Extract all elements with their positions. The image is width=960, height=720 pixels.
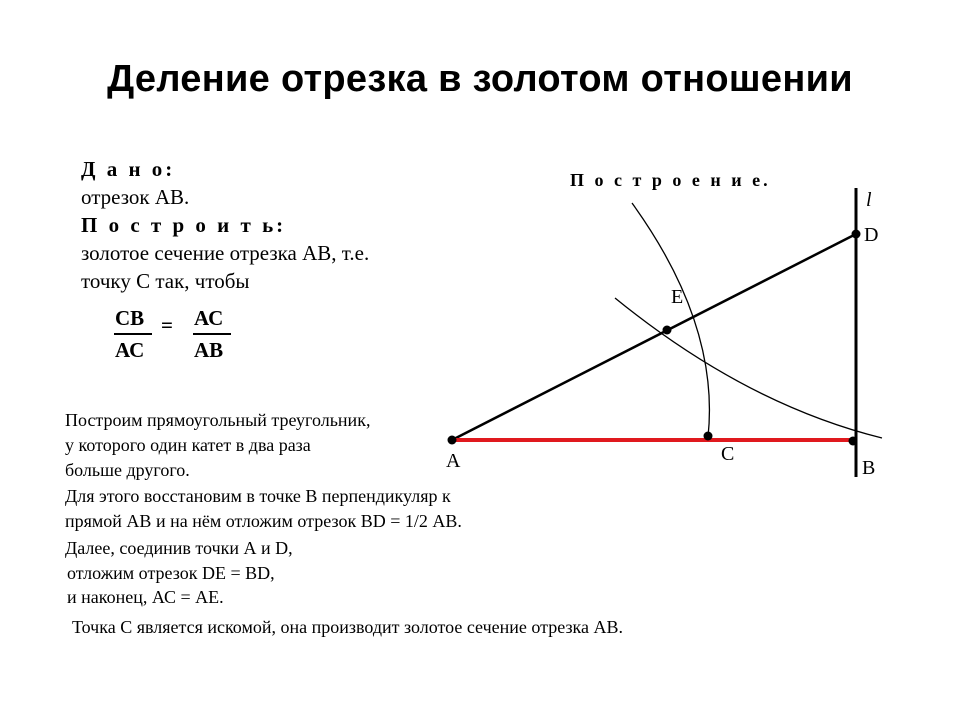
point-c	[704, 432, 713, 441]
build-line-2: точку С так, чтобы	[81, 269, 250, 293]
point-e	[663, 326, 672, 335]
point-a	[448, 436, 457, 445]
equals-sign: =	[161, 313, 173, 337]
fraction-left-numerator: СВ	[115, 306, 145, 330]
label-d: D	[864, 224, 879, 246]
explanation-line-2: у которого один катет в два раза	[65, 435, 311, 455]
point-d	[852, 230, 861, 239]
build-header: П о с т р о и т ь:	[81, 213, 287, 237]
given-header: Д а н о:	[81, 157, 176, 181]
label-c: C	[721, 443, 735, 465]
fraction-right-numerator: АС	[194, 306, 224, 330]
explanation-line-3: больше другого.	[65, 460, 190, 480]
explanation-line-5: прямой АВ и на нём отложим отрезок ВD = 1/2 АВ.	[65, 511, 462, 531]
explanation-line-6: Далее, соединив точки А и D,	[65, 538, 293, 558]
arc-centered-d	[615, 298, 882, 438]
label-e: E	[671, 286, 684, 308]
label-b: B	[862, 457, 876, 479]
explanation-line-1: Построим прямоугольный треугольник,	[65, 410, 371, 430]
given-text: отрезок АВ.	[81, 185, 190, 209]
point-b	[849, 437, 858, 446]
explanation-line-4: Для этого восстановим в точке В перпендикуляр к	[65, 486, 451, 506]
conclusion-text: Точка С является искомой, она производит золотое сечение отрезка АВ.	[72, 617, 624, 637]
page-title: Деление отрезка в золотом отношении	[107, 58, 853, 100]
label-line-l: l	[866, 189, 872, 211]
fraction-left-denominator: АС	[115, 338, 145, 362]
explanation-line-7: отложим отрезок DЕ = ВD,	[67, 563, 275, 583]
fraction-right-denominator: АВ	[194, 338, 224, 362]
construction-header: П о с т р о е н и е.	[570, 170, 771, 190]
label-a: A	[446, 450, 461, 472]
build-line-1: золотое сечение отрезка АВ, т.е.	[81, 241, 370, 265]
explanation-line-8: и наконец, АС = АЕ.	[67, 587, 224, 607]
